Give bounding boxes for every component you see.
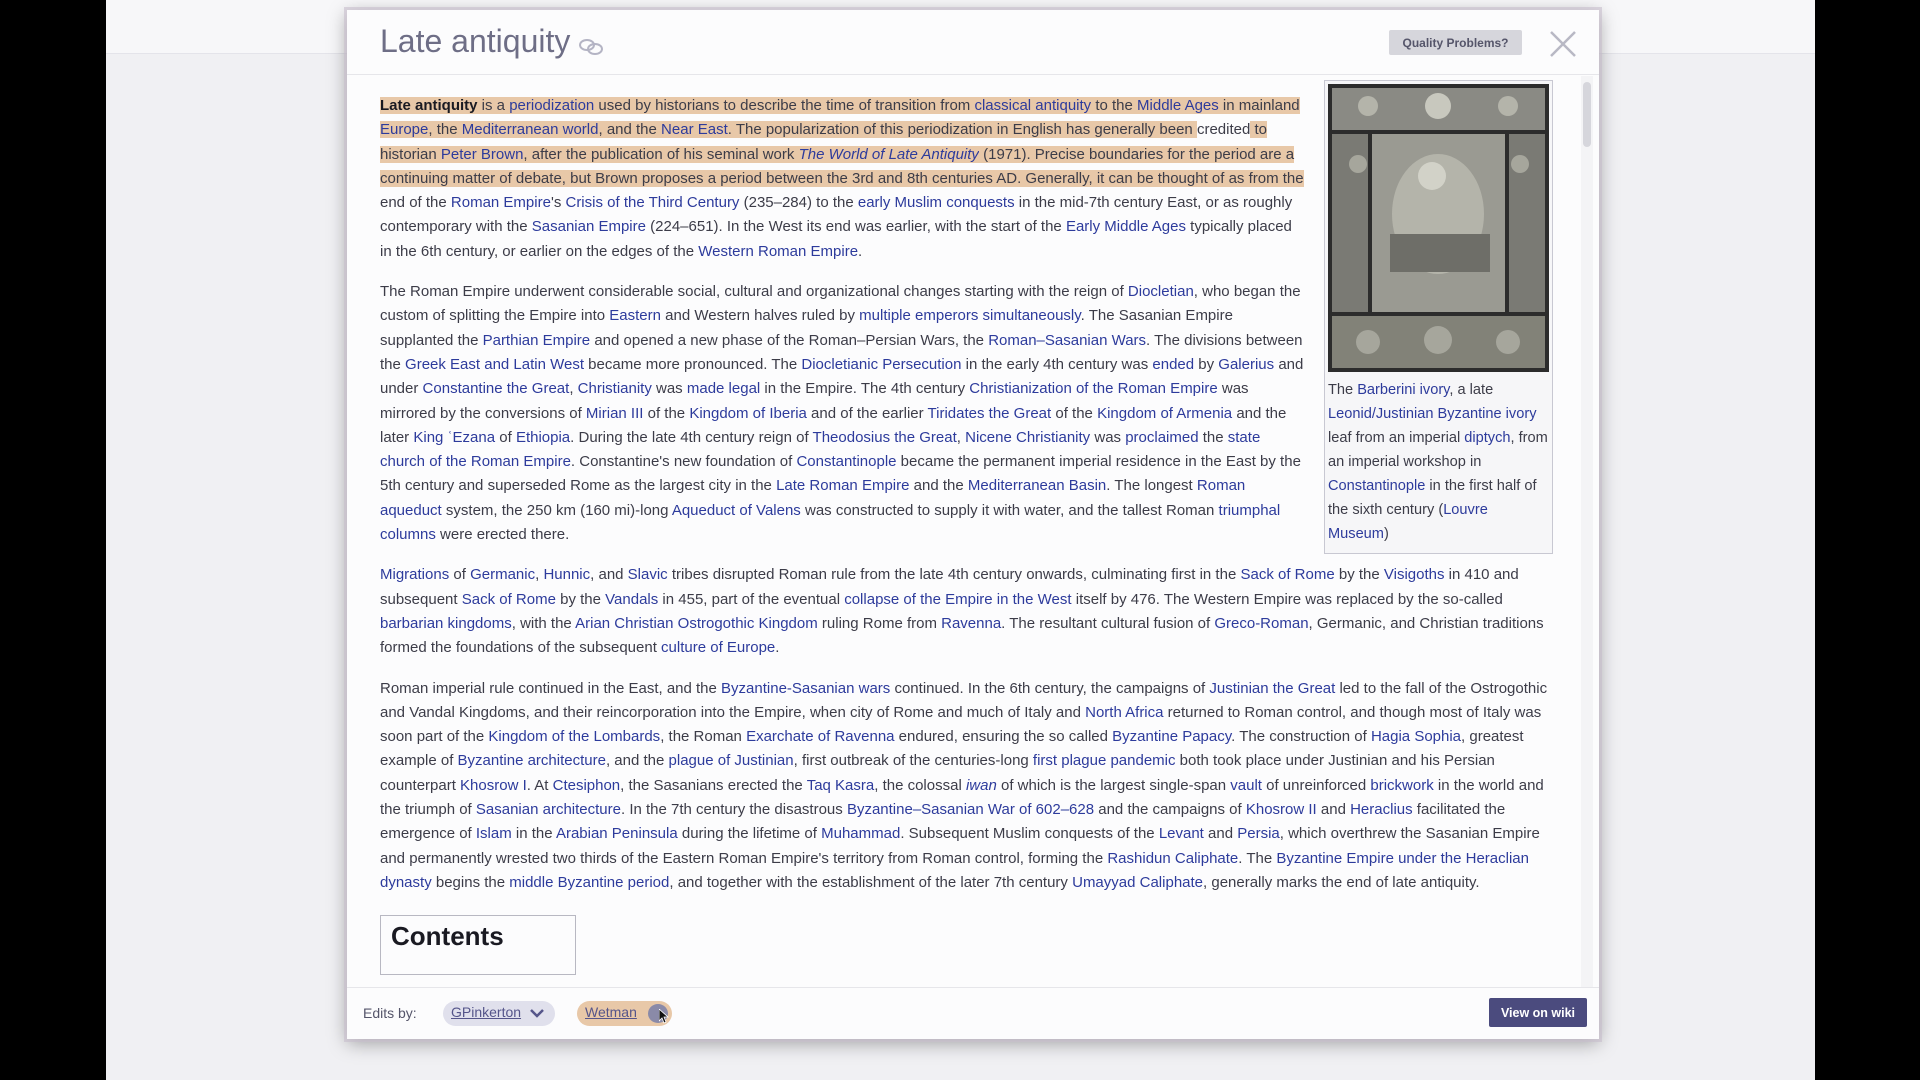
infobox-caption: [1328, 372, 1549, 550]
scrollbar-thumb[interactable]: [1583, 82, 1591, 147]
wiki-link[interactable]: Hagia Sophia: [1370, 728, 1462, 746]
wiki-link[interactable]: Rashidun Caliphate: [1107, 849, 1239, 867]
text-run: typically placed in the 6th century, or earlier on the edges of the: [380, 218, 1292, 260]
wiki-link[interactable]: Diocletian: [1127, 283, 1194, 301]
wiki-link[interactable]: Justinian the Great: [1209, 679, 1336, 697]
wiki-link[interactable]: Roman Empire: [450, 194, 551, 212]
text-run: returned to Roman control, and though most of Italy was soon part of the: [380, 703, 1542, 746]
wiki-link[interactable]: Muhammad: [821, 825, 901, 843]
text-run: was mirrored by the conversions of: [380, 380, 1249, 422]
wiki-link[interactable]: Louvre Museum: [1328, 502, 1488, 542]
text-run: , Germanic, and Christian traditions formed the foundations of the subsequent: [380, 614, 1544, 657]
wiki-link[interactable]: Hunnic: [543, 566, 591, 584]
wiki-link[interactable]: periodization: [509, 97, 595, 114]
text-run: of the: [1051, 404, 1098, 422]
text-run: , which overthrew the Sasanian Empire and permanently wrested two thirds of the Eastern Roman Empire's territory from Roman control, forming the: [380, 825, 1540, 867]
text-run: . Subsequent Muslim conquests of the: [900, 825, 1159, 843]
article-paragraph: [380, 563, 1553, 660]
text-run: (1971). Precise boundaries for the period are a continuing matter of debate, but Brown proposes a period between the 3rd and 8th centuries AD. Generally, it can be thought of as from the: [380, 145, 1304, 187]
text-run: The: [1328, 382, 1358, 398]
text-run: in mainland: [1218, 97, 1300, 114]
text-run: . The: [1238, 849, 1277, 867]
wiki-link[interactable]: Nicene Christianity: [965, 428, 1091, 446]
article-preview-modal: [347, 10, 1599, 1039]
editor-name[interactable]: GPinkerton: [451, 1004, 522, 1020]
quality-problems-button[interactable]: Quality Problems?: [1389, 30, 1522, 55]
wiki-link[interactable]: Greek East and Latin West: [405, 355, 585, 373]
view-on-wiki-button[interactable]: View on wiki: [1489, 998, 1587, 1027]
wiki-link[interactable]: Khosrow I: [460, 776, 527, 794]
text-run: , the: [428, 121, 462, 139]
text-run: to historian: [380, 121, 1268, 163]
text-run: (235–284) to the: [739, 194, 858, 212]
wiki-link[interactable]: Sasanian architecture: [475, 801, 621, 819]
wiki-link[interactable]: Khosrow II: [1245, 801, 1317, 819]
mouse-cursor-icon: [659, 1009, 669, 1024]
wiki-link[interactable]: Visigoths: [1383, 566, 1445, 584]
text-run: . The longest: [1106, 477, 1197, 495]
text-run: , with the: [511, 614, 576, 632]
text-run: , generally marks the end of late antiquity.: [1203, 873, 1480, 891]
text-run: led to the fall of the Ostrogothic and Vandal Kingdoms, and their reincorporation into the Empire, when city of Rome and much of Italy and: [380, 679, 1548, 721]
wiki-link[interactable]: culture of Europe: [661, 639, 776, 657]
wiki-link[interactable]: multiple emperors simultaneously: [859, 307, 1081, 325]
text-run: , from an imperial workshop in: [1328, 430, 1548, 470]
wiki-link[interactable]: North Africa: [1085, 703, 1164, 721]
wiki-link[interactable]: Late Roman Empire: [776, 477, 910, 495]
text-run: . At: [526, 776, 553, 794]
wiki-link[interactable]: classical antiquity: [974, 97, 1092, 114]
wiki-link[interactable]: Ostrogothic Kingdom: [677, 614, 818, 632]
text-run: used by historians to describe the time of transition from: [594, 97, 975, 114]
wiki-link[interactable]: The World of Late Antiquity: [798, 145, 979, 163]
text-run: was: [1090, 428, 1126, 446]
wiki-link[interactable]: Parthian Empire: [482, 331, 591, 349]
text-run: , and the: [605, 752, 669, 770]
text-run: endured, ensuring the so called: [894, 728, 1113, 746]
wiki-link[interactable]: Tiridates the Great: [927, 404, 1052, 422]
text-run: in the first half of the sixth century (: [1328, 478, 1537, 518]
text-run: in the: [511, 825, 556, 843]
wiki-link[interactable]: Byzantine architecture: [457, 752, 606, 770]
wiki-link[interactable]: Islam: [475, 825, 512, 843]
scrollbar-track[interactable]: [1581, 76, 1593, 987]
text-run: tribes disrupted Roman rule from the late 4th century onwards, culminating first in the: [667, 566, 1241, 584]
text-run: , and the: [598, 121, 662, 139]
barberini-ivory-image[interactable]: [1328, 84, 1549, 372]
text-run: , first outbreak of the centuries-long: [793, 752, 1033, 770]
text-run: . During the late 4th century reign of: [570, 428, 813, 446]
text-run: ,: [569, 380, 578, 398]
wiki-link[interactable]: Europe: [380, 121, 429, 139]
wiki-link[interactable]: Exarchate of Ravenna: [746, 728, 895, 746]
text-run: .: [775, 639, 780, 657]
text-run: .: [858, 242, 863, 260]
infobox-figure: [1324, 80, 1553, 554]
wiki-link[interactable]: Byzantine Papacy: [1112, 728, 1232, 746]
wiki-link[interactable]: Ctesiphon: [552, 776, 621, 794]
text-run: and opened a new phase of the Roman–Persian Wars, the: [590, 331, 989, 349]
wiki-link[interactable]: early Muslim conquests: [857, 194, 1015, 212]
text-run: were erected there.: [435, 526, 570, 544]
wiki-link[interactable]: vault: [1230, 776, 1262, 794]
wiki-link[interactable]: Levant: [1158, 825, 1204, 843]
text-run: in the mid-7th century East, or as roughly contemporary with the: [380, 194, 1293, 236]
wiki-link[interactable]: middle Byzantine period: [509, 873, 670, 891]
wiki-link[interactable]: made legal: [686, 380, 761, 398]
wiki-link[interactable]: Taq Kasra: [806, 776, 875, 794]
wiki-link[interactable]: Middle Ages: [1137, 97, 1219, 114]
text-run: in 455, part of the eventual: [658, 590, 845, 608]
article-content-scroll[interactable]: [347, 76, 1599, 987]
table-of-contents: [380, 915, 576, 975]
text-run: of: [449, 566, 471, 584]
wiki-link[interactable]: Arian Christian: [575, 614, 674, 632]
wiki-link[interactable]: Heraclius: [1350, 801, 1413, 819]
text-run: leaf from an imperial: [1328, 430, 1465, 446]
text-run: , and: [590, 566, 628, 584]
text-run: , the Roman: [660, 728, 747, 746]
wiki-link[interactable]: Slavic: [627, 566, 668, 584]
text-run: , who began the custom of splitting the Empire into: [380, 283, 1301, 325]
text-run: end of the: [380, 194, 451, 212]
wiki-link[interactable]: Persia: [1237, 825, 1280, 843]
wiki-link[interactable]: Western Roman Empire: [698, 242, 859, 260]
text-run: . The resultant cultural fusion of: [1001, 614, 1215, 632]
text-run: . The construction of: [1231, 728, 1371, 746]
wiki-link[interactable]: brickwork: [1370, 776, 1434, 794]
wiki-link[interactable]: Theodosius the Great: [812, 428, 957, 446]
text-run: and under: [380, 355, 1304, 398]
text-run: and the campaigns of: [1094, 801, 1246, 819]
text-run: was constructed to supply it with water, and the tallest Roman: [800, 501, 1219, 519]
wiki-link[interactable]: Kingdom of the Lombards: [488, 728, 661, 746]
text-run: , a late: [1449, 382, 1494, 398]
text-run: to the: [1091, 97, 1138, 114]
text-run: became more pronounced. The: [584, 355, 802, 373]
text-run: and: [1203, 825, 1238, 843]
text-run: ruling Rome from: [817, 614, 942, 632]
text-run: of the: [643, 404, 690, 422]
text-run: in the early 4th century was: [961, 355, 1153, 373]
text-run: both took place under Justinian and his Persian counterpart: [380, 752, 1495, 794]
text-run: , the colossal: [874, 776, 966, 794]
text-run: in 410 and subsequent: [380, 566, 1519, 608]
text-run: credited: [1196, 121, 1251, 139]
wiki-link[interactable]: Near East: [661, 121, 728, 139]
text-run: of which is the largest single-span: [996, 776, 1231, 794]
text-run: , greatest example of: [380, 728, 1524, 770]
wiki-link[interactable]: Roman aqueduct: [380, 477, 1246, 519]
wiki-link[interactable]: Christianity: [577, 380, 652, 398]
text-run: during the lifetime of: [677, 825, 822, 843]
text-run: . The Sasanian Empire supplanted the: [380, 307, 1233, 349]
text-run: in the world and the triumph of: [380, 776, 1544, 819]
wiki-link[interactable]: Sasanian Empire: [531, 218, 646, 236]
text-run: continued. In the 6th century, the campaigns of: [890, 679, 1210, 697]
text-run: facilitated the emergence of: [380, 801, 1506, 843]
wiki-link[interactable]: Galerius: [1218, 355, 1275, 373]
chevron-down-icon[interactable]: [529, 1007, 545, 1019]
wiki-link[interactable]: Sack of Rome: [1240, 566, 1335, 584]
wiki-link[interactable]: Umayyad Caliphate: [1072, 873, 1204, 891]
wiki-link[interactable]: Diocletianic Persecution: [801, 355, 962, 373]
wiki-link[interactable]: collapse of the Empire in the West: [844, 590, 1072, 608]
wiki-link[interactable]: Germanic: [470, 566, 536, 584]
wiki-link[interactable]: Ravenna: [941, 614, 1002, 632]
wiki-link[interactable]: plague of Justinian: [668, 752, 794, 770]
wiki-link[interactable]: Crisis of the Third Century: [565, 194, 740, 212]
text-run: by the: [555, 590, 606, 608]
wiki-link[interactable]: Mirian III: [585, 404, 644, 422]
wiki-link[interactable]: Leonid/Justinian Byzantine ivory: [1328, 406, 1537, 422]
text-run: in the Empire. The 4th century: [760, 380, 970, 398]
editor-name[interactable]: Wetman: [585, 1004, 637, 1020]
wiki-link[interactable]: proclaimed: [1125, 428, 1199, 446]
wiki-link[interactable]: King ʿEzana: [413, 428, 496, 446]
wiki-link[interactable]: Peter Brown: [440, 145, 524, 163]
text-run: , and together with the establishment of the later 7th century: [669, 873, 1073, 891]
wiki-link[interactable]: Mediterranean Basin: [967, 477, 1107, 495]
text-run: . The popularization of this periodization in English has generally been: [727, 121, 1197, 139]
text-run: of: [495, 428, 516, 446]
link-icon[interactable]: [577, 36, 607, 58]
wiki-link[interactable]: Byzantine-Sasanian wars: [721, 679, 891, 697]
article-body: [380, 76, 1553, 975]
wiki-link[interactable]: Constantine the Great: [422, 380, 570, 398]
wiki-link[interactable]: Mediterranean world: [461, 121, 599, 139]
text-run: , after the publication of his seminal work: [523, 145, 799, 163]
text-run: by: [1194, 355, 1219, 373]
wiki-link[interactable]: Sack of Rome: [461, 590, 556, 608]
text-run: begins the: [431, 873, 510, 891]
text-run: ,: [956, 428, 966, 446]
editor-chip-wetman[interactable]: [577, 1001, 672, 1026]
article-paragraph: [380, 677, 1553, 896]
wiki-link[interactable]: Byzantine Empire under the Heraclian dynasty: [380, 849, 1529, 891]
wiki-link[interactable]: iwan: [965, 776, 997, 794]
wiki-link[interactable]: Vandals: [605, 590, 659, 608]
wiki-link[interactable]: Constantinople: [796, 453, 897, 471]
text-run: ): [1383, 526, 1389, 542]
text-run: . In the 7th century the disastrous: [620, 801, 847, 819]
wiki-link[interactable]: Roman–Sasanian Wars: [988, 331, 1147, 349]
wiki-link[interactable]: barbarian kingdoms: [380, 614, 512, 632]
wiki-link[interactable]: Christianization of the Roman Empire: [969, 380, 1218, 398]
text-run: , the Sasanians erected the: [620, 776, 807, 794]
text-run: is a: [477, 97, 510, 114]
wiki-link[interactable]: ended: [1152, 355, 1195, 373]
wiki-link[interactable]: Kingdom of Armenia: [1097, 404, 1233, 422]
modal-footer: [347, 987, 1599, 1039]
text-run: itself by 476. The Western Empire was replaced by the so-called: [1071, 590, 1503, 608]
text-run: The Roman Empire underwent considerable social, cultural and organizational changes starting with the reign of: [380, 283, 1128, 301]
wiki-link[interactable]: Early Middle Ages: [1065, 218, 1186, 236]
text-run: Late antiquity: [380, 97, 478, 114]
text-run: (224–651). In the West its end was earlier, with the start of the: [645, 218, 1066, 236]
article-title: Late antiquity: [380, 23, 571, 59]
wiki-link[interactable]: Migrations: [380, 566, 450, 584]
text-run: and the later: [380, 404, 1287, 446]
text-run: and the: [909, 477, 968, 495]
editor-chip-gpinkerton[interactable]: [443, 1001, 555, 1026]
text-run: by the: [1334, 566, 1384, 584]
wiki-link[interactable]: Kingdom of Iberia: [689, 404, 807, 422]
text-run: . Constantine's new foundation of: [570, 453, 797, 471]
wiki-link[interactable]: Constantinople: [1328, 478, 1426, 494]
text-run: the: [1198, 428, 1228, 446]
wiki-link[interactable]: Aqueduct of Valens: [671, 501, 801, 519]
wiki-link[interactable]: Eastern: [609, 307, 661, 325]
close-icon[interactable]: [1543, 24, 1583, 64]
text-run: and: [1316, 801, 1351, 819]
wiki-link[interactable]: diptych: [1464, 430, 1511, 446]
wiki-link[interactable]: first plague pandemic: [1032, 752, 1176, 770]
text-run: system, the 250 km (160 mi)-long: [441, 501, 672, 519]
wiki-link[interactable]: state church of the Roman Empire: [380, 428, 1261, 471]
text-run: . The divisions between the: [380, 331, 1303, 373]
text-run: Roman imperial rule continued in the East, and the: [380, 679, 722, 697]
text-run: and of the earlier: [806, 404, 928, 422]
text-run: of unreinforced: [1261, 776, 1371, 794]
wiki-link[interactable]: Greco-Roman: [1214, 614, 1309, 632]
modal-header: [347, 10, 1599, 75]
text-run: and Western halves ruled by: [660, 307, 860, 325]
wiki-link[interactable]: triumphal columns: [380, 501, 1281, 544]
contents-heading: Contents: [391, 921, 504, 952]
wiki-link[interactable]: Barberini ivory: [1357, 382, 1450, 398]
wiki-link[interactable]: Byzantine–Sasanian War of 602–628: [846, 801, 1095, 819]
text-run: ,: [535, 566, 544, 584]
text-run: became the permanent imperial residence in the East by the 5th century and superseded Rome as the largest city in the: [380, 453, 1301, 495]
edits-by-label: Edits by:: [363, 1005, 417, 1021]
wiki-link[interactable]: Arabian Peninsula: [555, 825, 678, 843]
text-run: 's: [550, 194, 566, 212]
wiki-link[interactable]: Ethiopia: [515, 428, 571, 446]
text-run: was: [651, 380, 687, 398]
